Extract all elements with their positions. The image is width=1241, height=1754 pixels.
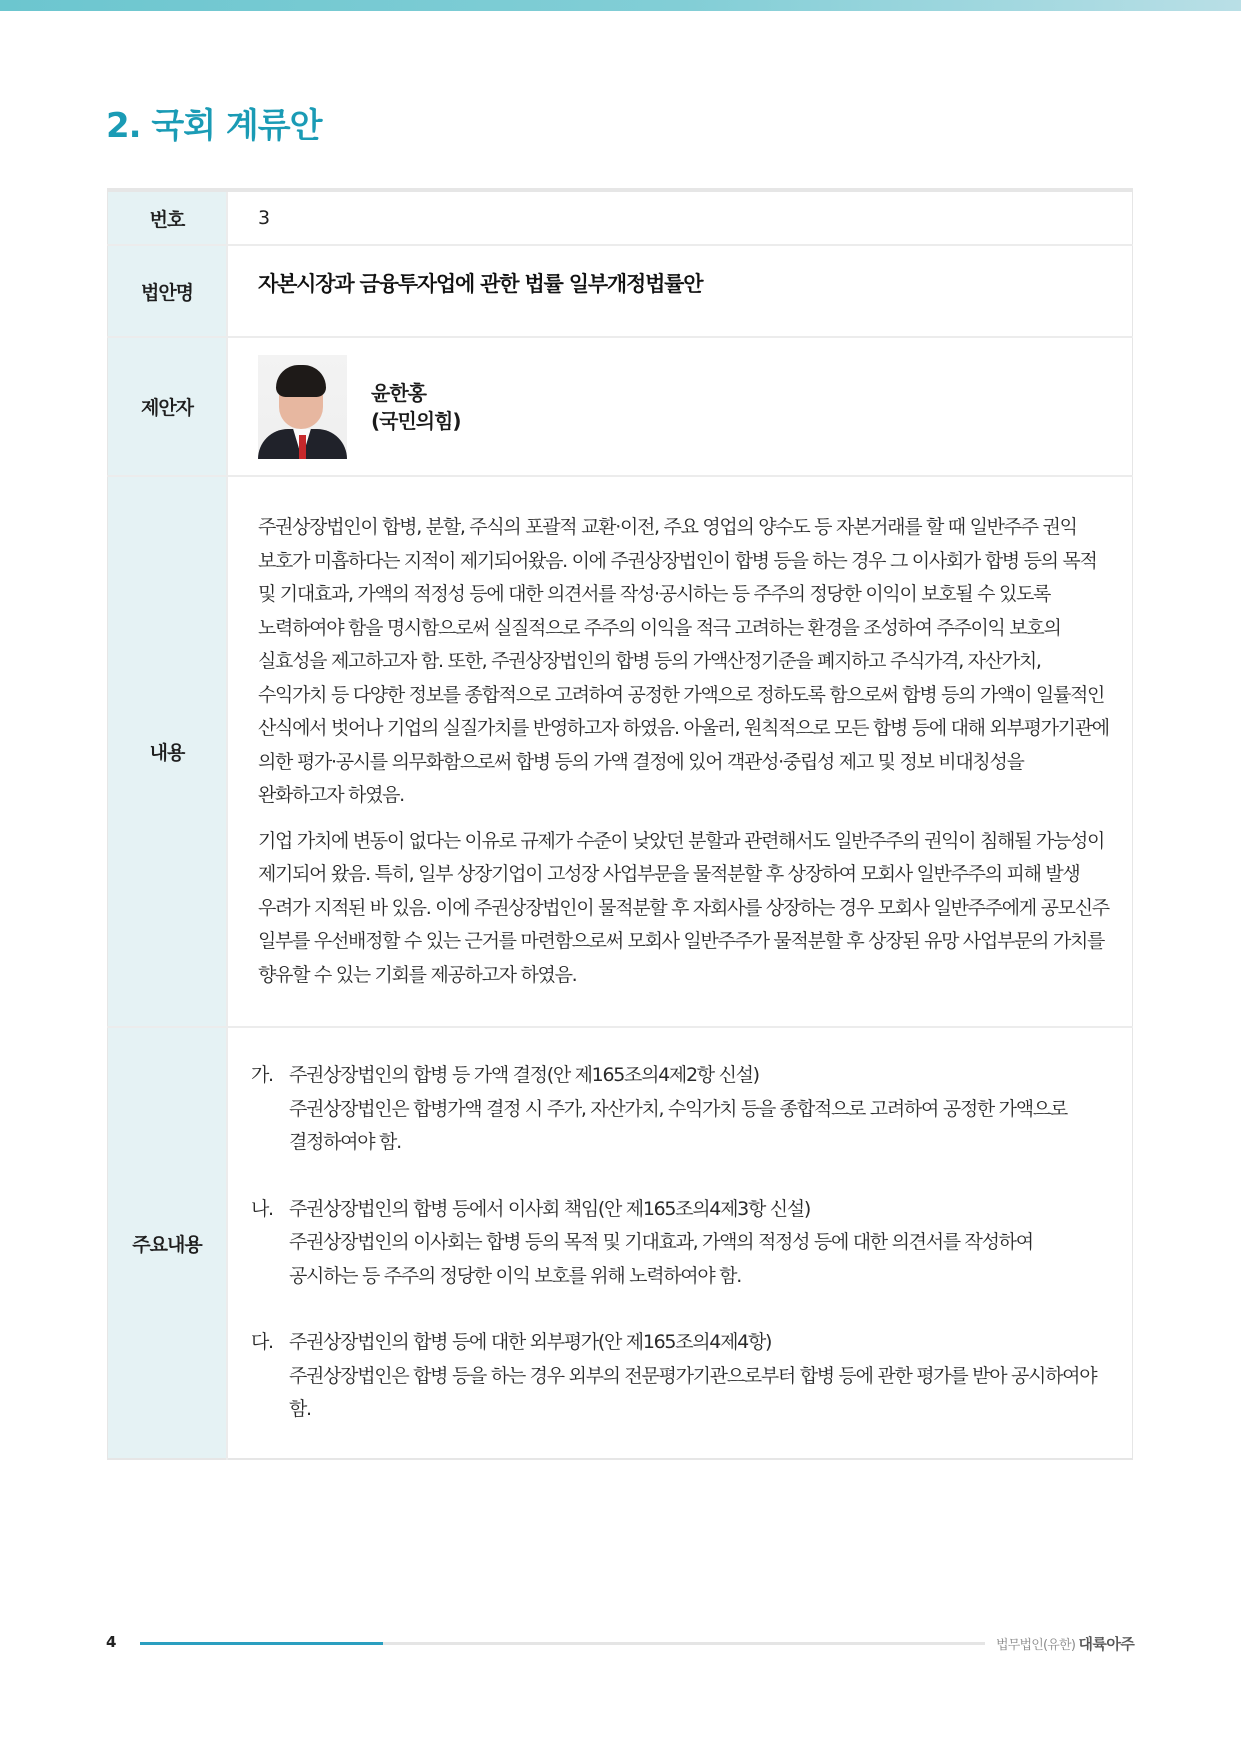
footer-progress-line (140, 1642, 985, 1645)
item-heading: 주권상장법인의 합병 등에서 이사회 책임(안 제165조의4제3항 신설) (289, 1197, 810, 1220)
value-number (227, 190, 1133, 245)
main-content-list (251, 1059, 1103, 1427)
item-body: 주권상장법인은 합병 등을 하는 경우 외부의 전문평가기관으로부터 합병 등에 관한 평가를 받아 공시하여야 함. (289, 1364, 1097, 1421)
item-body: 주권상장법인은 합병가액 결정 시 주가, 자산가치, 수익가치 등을 종합적으로 고려하여 공정한 가액으로 결정하여야 함. (289, 1097, 1067, 1154)
bill-name: 자본시장과 금융투자업에 관한 법률 일부개정법률안 (258, 272, 703, 296)
table-row-number (108, 190, 1133, 245)
item-body: 주권상장법인의 이사회는 합병 등의 목적 및 기대효과, 가액의 적정성 등에 대한 의견서를 작성하여 공시하는 등 주주의 정당한 이익 보호를 위해 노력하여야 함. (289, 1231, 1033, 1287)
person-portrait-icon (258, 355, 347, 459)
bill-number: 3 (258, 207, 271, 229)
firm-name: 대륙아주 (1078, 1635, 1135, 1653)
table-row-bill-name (108, 245, 1133, 337)
firm-brand (996, 1633, 1134, 1654)
section-title: 2. 국회 계류안 (106, 106, 322, 146)
table-row-main-content (108, 1027, 1133, 1459)
proposer-name: 윤한홍 (371, 380, 426, 405)
value-proposer (227, 337, 1133, 476)
item-marker: 가. (251, 1064, 273, 1087)
content-paragraph: 기업 가치에 변동이 없다는 이유로 규제가 수준이 낮았던 분할과 관련해서도 일반주주의 권익이 침해될 가능성이 제기되어 왔음. 특히, 일부 상장기업이 고성장 사업부문을 물적분할 후 상장하여 모회사 일반주주의 피해 발생 우려가 지적된 바 있음. 이에 주권상장법인이 물적분할 후 자회사를 상장하는 경우 모회사 일반주주에게 공모신주 일부를 우선배정할 수 있는 근거를 마련함으로써 모회사 일반주주가 물적분할 후 상장된 유망 사업부문의 가치를 향유할 수 있는 기회를 제공하고자 하였음. (258, 829, 1109, 986)
proposer-box (258, 355, 1110, 459)
value-bill-name (227, 245, 1133, 337)
item-heading: 주권상장법인의 합병 등 가액 결정(안 제165조의4제2항 신설) (289, 1064, 759, 1087)
proposer-party: (국민의힘) (371, 408, 461, 433)
label-proposer: 제안자 (108, 337, 228, 476)
bill-info-table (107, 188, 1133, 1460)
value-content (227, 476, 1133, 1027)
firm-prefix: 법무법인(유한) (996, 1638, 1076, 1653)
list-item (251, 1059, 1103, 1160)
label-bill-name: 법안명 (108, 245, 228, 337)
proposer-info (371, 379, 461, 435)
top-accent-bar (0, 0, 1241, 11)
label-number: 번호 (108, 190, 228, 245)
label-content: 내용 (108, 476, 228, 1027)
content-paragraph: 주권상장법인이 합병, 분할, 주식의 포괄적 교환·이전, 주요 영업의 양수도 등 자본거래를 할 때 일반주주 권익 보호가 미흡하다는 지적이 제기되어왔음. 이에 주권상장법인이 합병 등을 하는 경우 그 이사회가 합병 등의 목적 및 기대효과, 가액의 적정성 등에 대한 의견서를 작성·공시하는 등 주주의 정당한 이익이 보호될 수 있도록 노력하여야 함을 명시함으로써 실질적으로 주주의 이익을 적극 고려하는 환경을 조성하여 주주이익 보호의 실효성을 제고하고자 함. 또한, 주권상장법인의 합병 등의 가액산정기준을 폐지하고 주식가격, 자산가치, 수익가치 등 다양한 정보를 종합적으로 고려하여 공정한 가액으로 정하도록 함으로써 합병 등의 가액이 일률적인 산식에서 벗어나 기업의 실질가치를 반영하고자 하였음. 아울러, 원칙적으로 모든 합병 등에 대해 외부평가기관에 의한 평가·공시를 의무화함으로써 합병 등의 가액 결정에 있어 객관성·중립성 제고 및 정보 비대칭성을 완화하고자 하였음. (258, 516, 1109, 806)
item-marker: 나. (251, 1197, 273, 1220)
value-main-content (227, 1027, 1133, 1459)
page-number: 4 (106, 1633, 117, 1651)
table-row-content (108, 476, 1133, 1027)
item-heading: 주권상장법인의 합병 등에 대한 외부평가(안 제165조의4제4항) (289, 1331, 772, 1354)
table-row-proposer (108, 337, 1133, 476)
item-marker: 다. (251, 1331, 273, 1354)
list-item (251, 1193, 1103, 1294)
footer-progress-fill (140, 1642, 383, 1645)
label-main-content: 주요내용 (108, 1027, 228, 1459)
list-item (251, 1326, 1103, 1427)
